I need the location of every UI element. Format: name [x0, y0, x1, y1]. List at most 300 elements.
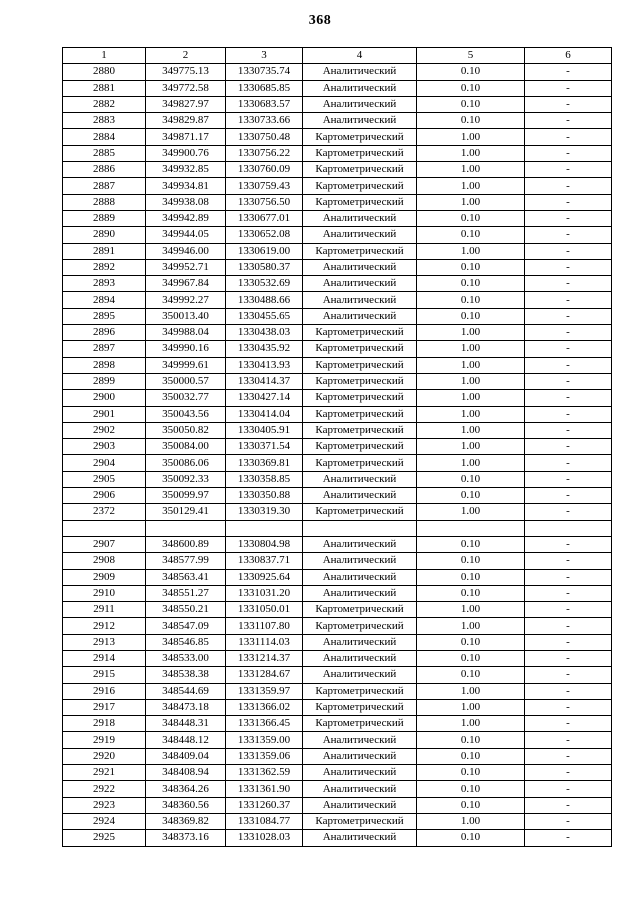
- cell-y-coordinate: 1330413.93: [226, 357, 303, 373]
- table-row: [63, 162, 612, 178]
- cell-x-coordinate: 348577.99: [146, 553, 226, 569]
- cell-x-coordinate: 348408.94: [146, 765, 226, 781]
- table-row: [63, 830, 612, 846]
- cell-note: -: [525, 357, 612, 373]
- cell-note: -: [525, 292, 612, 308]
- cell-accuracy: 0.10: [417, 64, 525, 80]
- table-row: [63, 406, 612, 422]
- cell-y-coordinate: 1330405.91: [226, 422, 303, 438]
- cell-accuracy: 1.00: [417, 406, 525, 422]
- cell-y-coordinate: 1330350.88: [226, 488, 303, 504]
- cell-accuracy: 1.00: [417, 325, 525, 341]
- cell-accuracy: 0.10: [417, 748, 525, 764]
- cell-x-coordinate: 349827.97: [146, 96, 226, 112]
- table-row: [63, 259, 612, 275]
- cell-accuracy: 1.00: [417, 699, 525, 715]
- cell-note: -: [525, 210, 612, 226]
- cell-x-coordinate: 350129.41: [146, 504, 226, 520]
- cell-note: -: [525, 406, 612, 422]
- cell-method: Аналитический: [303, 96, 417, 112]
- cell-x-coordinate: 349944.05: [146, 227, 226, 243]
- cell-point-number: 2898: [63, 357, 146, 373]
- cell-point-number: [63, 520, 146, 536]
- table-row: [63, 145, 612, 161]
- cell-method: Картометрический: [303, 683, 417, 699]
- cell-point-number: 2913: [63, 634, 146, 650]
- cell-point-number: 2925: [63, 830, 146, 846]
- table-row: [63, 96, 612, 112]
- cell-method: Картометрический: [303, 373, 417, 389]
- cell-x-coordinate: 349775.13: [146, 64, 226, 80]
- cell-method: Аналитический: [303, 797, 417, 813]
- cell-y-coordinate: 1330750.48: [226, 129, 303, 145]
- cell-accuracy: 0.10: [417, 634, 525, 650]
- cell-method: Картометрический: [303, 455, 417, 471]
- cell-accuracy: 1.00: [417, 602, 525, 618]
- cell-method: Картометрический: [303, 243, 417, 259]
- cell-point-number: 2894: [63, 292, 146, 308]
- cell-note: -: [525, 602, 612, 618]
- cell-method: Аналитический: [303, 210, 417, 226]
- cell-accuracy: 0.10: [417, 308, 525, 324]
- cell-note: -: [525, 504, 612, 520]
- table-row: [63, 504, 612, 520]
- cell-point-number: 2889: [63, 210, 146, 226]
- column-header-6: 6: [525, 48, 612, 64]
- cell-y-coordinate: 1331359.06: [226, 748, 303, 764]
- cell-x-coordinate: 349932.85: [146, 162, 226, 178]
- cell-note: -: [525, 634, 612, 650]
- cell-y-coordinate: 1330677.01: [226, 210, 303, 226]
- cell-point-number: 2885: [63, 145, 146, 161]
- cell-accuracy: 0.10: [417, 667, 525, 683]
- cell-point-number: 2918: [63, 716, 146, 732]
- cell-point-number: 2911: [63, 602, 146, 618]
- cell-y-coordinate: 1331028.03: [226, 830, 303, 846]
- cell-accuracy: 0.10: [417, 732, 525, 748]
- table-row: [63, 357, 612, 373]
- cell-y-coordinate: 1331362.59: [226, 765, 303, 781]
- cell-method: Картометрический: [303, 422, 417, 438]
- cell-y-coordinate: 1330319.30: [226, 504, 303, 520]
- cell-x-coordinate: 348533.00: [146, 650, 226, 666]
- cell-x-coordinate: 348360.56: [146, 797, 226, 813]
- cell-point-number: 2888: [63, 194, 146, 210]
- table-row: [63, 813, 612, 829]
- cell-y-coordinate: 1330358.85: [226, 471, 303, 487]
- cell-accuracy: 0.10: [417, 471, 525, 487]
- cell-y-coordinate: 1330733.66: [226, 113, 303, 129]
- cell-y-coordinate: 1330438.03: [226, 325, 303, 341]
- cell-y-coordinate: 1331031.20: [226, 585, 303, 601]
- cell-y-coordinate: 1330371.54: [226, 439, 303, 455]
- cell-method: Аналитический: [303, 471, 417, 487]
- cell-x-coordinate: 349999.61: [146, 357, 226, 373]
- cell-method: Картометрический: [303, 145, 417, 161]
- cell-note: -: [525, 650, 612, 666]
- cell-point-number: 2908: [63, 553, 146, 569]
- cell-x-coordinate: 349900.76: [146, 145, 226, 161]
- table-body: [63, 64, 612, 846]
- table-row: [63, 634, 612, 650]
- cell-accuracy: 0.10: [417, 765, 525, 781]
- cell-point-number: 2912: [63, 618, 146, 634]
- cell-note: -: [525, 162, 612, 178]
- table-row: [63, 520, 612, 536]
- cell-method: Картометрический: [303, 699, 417, 715]
- cell-note: -: [525, 471, 612, 487]
- table-row: [63, 585, 612, 601]
- cell-point-number: 2917: [63, 699, 146, 715]
- cell-x-coordinate: 348600.89: [146, 536, 226, 552]
- cell-accuracy: 1.00: [417, 145, 525, 161]
- table-row: [63, 341, 612, 357]
- cell-accuracy: 1.00: [417, 162, 525, 178]
- cell-note: -: [525, 227, 612, 243]
- table-row: [63, 699, 612, 715]
- cell-accuracy: 1.00: [417, 341, 525, 357]
- table-row: [63, 80, 612, 96]
- table-row: [63, 422, 612, 438]
- cell-accuracy: 1.00: [417, 194, 525, 210]
- cell-note: -: [525, 667, 612, 683]
- cell-accuracy: 0.10: [417, 781, 525, 797]
- cell-method: [303, 520, 417, 536]
- cell-note: -: [525, 325, 612, 341]
- cell-method: Аналитический: [303, 536, 417, 552]
- cell-point-number: 2892: [63, 259, 146, 275]
- cell-accuracy: 1.00: [417, 618, 525, 634]
- cell-method: Картометрический: [303, 390, 417, 406]
- cell-method: Картометрический: [303, 813, 417, 829]
- cell-accuracy: 1.00: [417, 813, 525, 829]
- cell-x-coordinate: 348551.27: [146, 585, 226, 601]
- cell-note: -: [525, 341, 612, 357]
- cell-accuracy: 1.00: [417, 178, 525, 194]
- cell-note: -: [525, 243, 612, 259]
- table-row: [63, 64, 612, 80]
- table-row: [63, 292, 612, 308]
- cell-y-coordinate: 1330455.65: [226, 308, 303, 324]
- cell-y-coordinate: 1330756.50: [226, 194, 303, 210]
- cell-method: Аналитический: [303, 748, 417, 764]
- cell-y-coordinate: 1331114.03: [226, 634, 303, 650]
- cell-x-coordinate: 350099.97: [146, 488, 226, 504]
- cell-note: -: [525, 373, 612, 389]
- table-row: [63, 488, 612, 504]
- cell-method: Картометрический: [303, 602, 417, 618]
- cell-method: Картометрический: [303, 325, 417, 341]
- cell-method: Картометрический: [303, 439, 417, 455]
- cell-method: Картометрический: [303, 618, 417, 634]
- cell-method: Картометрический: [303, 129, 417, 145]
- cell-note: -: [525, 276, 612, 292]
- cell-accuracy: [417, 520, 525, 536]
- cell-method: Аналитический: [303, 732, 417, 748]
- cell-x-coordinate: 348409.04: [146, 748, 226, 764]
- table-row: [63, 569, 612, 585]
- cell-point-number: 2924: [63, 813, 146, 829]
- cell-point-number: 2923: [63, 797, 146, 813]
- cell-method: Картометрический: [303, 162, 417, 178]
- cell-accuracy: 1.00: [417, 439, 525, 455]
- cell-method: Картометрический: [303, 406, 417, 422]
- cell-method: Аналитический: [303, 781, 417, 797]
- cell-accuracy: 0.10: [417, 650, 525, 666]
- cell-x-coordinate: 349946.00: [146, 243, 226, 259]
- cell-point-number: 2899: [63, 373, 146, 389]
- cell-x-coordinate: 348563.41: [146, 569, 226, 585]
- cell-accuracy: 1.00: [417, 357, 525, 373]
- cell-method: Аналитический: [303, 765, 417, 781]
- cell-method: Аналитический: [303, 569, 417, 585]
- cell-x-coordinate: 350043.56: [146, 406, 226, 422]
- cell-y-coordinate: 1330804.98: [226, 536, 303, 552]
- cell-y-coordinate: 1330756.22: [226, 145, 303, 161]
- cell-point-number: 2916: [63, 683, 146, 699]
- cell-point-number: 2895: [63, 308, 146, 324]
- table-row: [63, 390, 612, 406]
- cell-y-coordinate: 1330619.00: [226, 243, 303, 259]
- cell-point-number: 2891: [63, 243, 146, 259]
- cell-accuracy: 0.10: [417, 227, 525, 243]
- table-row: [63, 308, 612, 324]
- cell-y-coordinate: 1331284.67: [226, 667, 303, 683]
- cell-point-number: 2887: [63, 178, 146, 194]
- cell-accuracy: 0.10: [417, 210, 525, 226]
- table-row: [63, 227, 612, 243]
- cell-note: -: [525, 732, 612, 748]
- cell-method: Аналитический: [303, 308, 417, 324]
- table-row: [63, 373, 612, 389]
- cell-y-coordinate: 1331214.37: [226, 650, 303, 666]
- cell-point-number: 2896: [63, 325, 146, 341]
- table-row: [63, 667, 612, 683]
- cell-method: Картометрический: [303, 194, 417, 210]
- column-header-1: 1: [63, 48, 146, 64]
- cell-y-coordinate: 1330735.74: [226, 64, 303, 80]
- table-row: [63, 471, 612, 487]
- cell-accuracy: 0.10: [417, 96, 525, 112]
- cell-point-number: 2883: [63, 113, 146, 129]
- cell-note: -: [525, 748, 612, 764]
- cell-point-number: 2882: [63, 96, 146, 112]
- cell-y-coordinate: 1330369.81: [226, 455, 303, 471]
- cell-note: -: [525, 536, 612, 552]
- cell-y-coordinate: 1330683.57: [226, 96, 303, 112]
- table-row: [63, 602, 612, 618]
- cell-x-coordinate: 348544.69: [146, 683, 226, 699]
- cell-accuracy: 0.10: [417, 797, 525, 813]
- cell-y-coordinate: 1331084.77: [226, 813, 303, 829]
- cell-accuracy: 1.00: [417, 390, 525, 406]
- cell-method: Аналитический: [303, 259, 417, 275]
- cell-x-coordinate: 349990.16: [146, 341, 226, 357]
- cell-note: -: [525, 553, 612, 569]
- cell-method: Аналитический: [303, 553, 417, 569]
- cell-accuracy: 0.10: [417, 536, 525, 552]
- cell-y-coordinate: 1330427.14: [226, 390, 303, 406]
- cell-point-number: 2910: [63, 585, 146, 601]
- cell-method: Картометрический: [303, 178, 417, 194]
- cell-method: Аналитический: [303, 113, 417, 129]
- cell-note: -: [525, 813, 612, 829]
- table-row: [63, 129, 612, 145]
- cell-y-coordinate: 1331359.97: [226, 683, 303, 699]
- table-row: [63, 178, 612, 194]
- cell-accuracy: 0.10: [417, 113, 525, 129]
- cell-x-coordinate: 348369.82: [146, 813, 226, 829]
- cell-accuracy: 0.10: [417, 488, 525, 504]
- cell-accuracy: 0.10: [417, 585, 525, 601]
- table-row: [63, 113, 612, 129]
- cell-x-coordinate: 348373.16: [146, 830, 226, 846]
- table-row: [63, 781, 612, 797]
- cell-note: -: [525, 699, 612, 715]
- cell-note: -: [525, 716, 612, 732]
- table-row: [63, 716, 612, 732]
- cell-point-number: 2886: [63, 162, 146, 178]
- cell-point-number: 2906: [63, 488, 146, 504]
- cell-point-number: 2890: [63, 227, 146, 243]
- cell-x-coordinate: 350084.00: [146, 439, 226, 455]
- cell-y-coordinate: 1331366.45: [226, 716, 303, 732]
- cell-note: -: [525, 781, 612, 797]
- cell-method: Аналитический: [303, 276, 417, 292]
- cell-point-number: 2905: [63, 471, 146, 487]
- cell-note: -: [525, 569, 612, 585]
- cell-x-coordinate: 349938.08: [146, 194, 226, 210]
- cell-x-coordinate: 350092.33: [146, 471, 226, 487]
- cell-method: Аналитический: [303, 667, 417, 683]
- cell-note: -: [525, 585, 612, 601]
- cell-point-number: 2902: [63, 422, 146, 438]
- cell-x-coordinate: 350013.40: [146, 308, 226, 324]
- cell-point-number: 2893: [63, 276, 146, 292]
- cell-x-coordinate: 349934.81: [146, 178, 226, 194]
- cell-accuracy: 1.00: [417, 243, 525, 259]
- table-row: [63, 325, 612, 341]
- cell-point-number: 2919: [63, 732, 146, 748]
- cell-point-number: 2880: [63, 64, 146, 80]
- cell-x-coordinate: 350050.82: [146, 422, 226, 438]
- cell-note: -: [525, 194, 612, 210]
- cell-method: Аналитический: [303, 488, 417, 504]
- table-row: [63, 536, 612, 552]
- cell-point-number: 2922: [63, 781, 146, 797]
- cell-method: Картометрический: [303, 504, 417, 520]
- cell-x-coordinate: 348473.18: [146, 699, 226, 715]
- cell-note: -: [525, 145, 612, 161]
- cell-point-number: 2881: [63, 80, 146, 96]
- cell-x-coordinate: 349942.89: [146, 210, 226, 226]
- cell-note: -: [525, 64, 612, 80]
- cell-y-coordinate: 1331366.02: [226, 699, 303, 715]
- cell-y-coordinate: 1330532.69: [226, 276, 303, 292]
- cell-accuracy: 0.10: [417, 569, 525, 585]
- table-row: [63, 650, 612, 666]
- table-row: [63, 683, 612, 699]
- cell-y-coordinate: 1330488.66: [226, 292, 303, 308]
- cell-point-number: 2904: [63, 455, 146, 471]
- column-header-4: 4: [303, 48, 417, 64]
- cell-method: Аналитический: [303, 80, 417, 96]
- cell-y-coordinate: 1330652.08: [226, 227, 303, 243]
- cell-note: -: [525, 488, 612, 504]
- cell-x-coordinate: 349772.58: [146, 80, 226, 96]
- cell-note: -: [525, 308, 612, 324]
- cell-x-coordinate: 348448.31: [146, 716, 226, 732]
- cell-method: Картометрический: [303, 716, 417, 732]
- cell-y-coordinate: 1330925.64: [226, 569, 303, 585]
- cell-x-coordinate: 348538.38: [146, 667, 226, 683]
- cell-method: Картометрический: [303, 341, 417, 357]
- table-header-row: [63, 48, 612, 64]
- cell-note: -: [525, 765, 612, 781]
- cell-method: Аналитический: [303, 64, 417, 80]
- table-row: [63, 765, 612, 781]
- cell-y-coordinate: [226, 520, 303, 536]
- cell-x-coordinate: 350000.57: [146, 373, 226, 389]
- table-row: [63, 748, 612, 764]
- cell-x-coordinate: 349829.87: [146, 113, 226, 129]
- cell-y-coordinate: 1330580.37: [226, 259, 303, 275]
- cell-accuracy: 0.10: [417, 80, 525, 96]
- table-row: [63, 797, 612, 813]
- cell-note: -: [525, 96, 612, 112]
- table-row: [63, 276, 612, 292]
- cell-point-number: 2901: [63, 406, 146, 422]
- cell-x-coordinate: 350086.06: [146, 455, 226, 471]
- cell-y-coordinate: 1330837.71: [226, 553, 303, 569]
- cell-x-coordinate: 349952.71: [146, 259, 226, 275]
- cell-point-number: 2920: [63, 748, 146, 764]
- cell-point-number: 2909: [63, 569, 146, 585]
- table-row: [63, 210, 612, 226]
- cell-note: -: [525, 259, 612, 275]
- cell-method: Аналитический: [303, 650, 417, 666]
- cell-note: -: [525, 683, 612, 699]
- cell-y-coordinate: 1330414.37: [226, 373, 303, 389]
- cell-x-coordinate: [146, 520, 226, 536]
- cell-method: Аналитический: [303, 830, 417, 846]
- cell-point-number: 2914: [63, 650, 146, 666]
- cell-x-coordinate: 349992.27: [146, 292, 226, 308]
- table-row: [63, 243, 612, 259]
- cell-accuracy: 1.00: [417, 504, 525, 520]
- cell-accuracy: 1.00: [417, 129, 525, 145]
- cell-point-number: 2907: [63, 536, 146, 552]
- cell-accuracy: 0.10: [417, 830, 525, 846]
- cell-accuracy: 0.10: [417, 292, 525, 308]
- cell-y-coordinate: 1331107.80: [226, 618, 303, 634]
- cell-note: -: [525, 797, 612, 813]
- table-row: [63, 455, 612, 471]
- cell-y-coordinate: 1330435.92: [226, 341, 303, 357]
- coordinates-table: [62, 47, 612, 847]
- cell-method: Картометрический: [303, 357, 417, 373]
- table-row: [63, 553, 612, 569]
- cell-y-coordinate: 1331361.90: [226, 781, 303, 797]
- cell-point-number: 2897: [63, 341, 146, 357]
- cell-x-coordinate: 348546.85: [146, 634, 226, 650]
- cell-y-coordinate: 1331359.00: [226, 732, 303, 748]
- column-header-5: 5: [417, 48, 525, 64]
- cell-point-number: 2915: [63, 667, 146, 683]
- cell-accuracy: 1.00: [417, 455, 525, 471]
- page-number: 368: [308, 13, 332, 28]
- cell-point-number: 2884: [63, 129, 146, 145]
